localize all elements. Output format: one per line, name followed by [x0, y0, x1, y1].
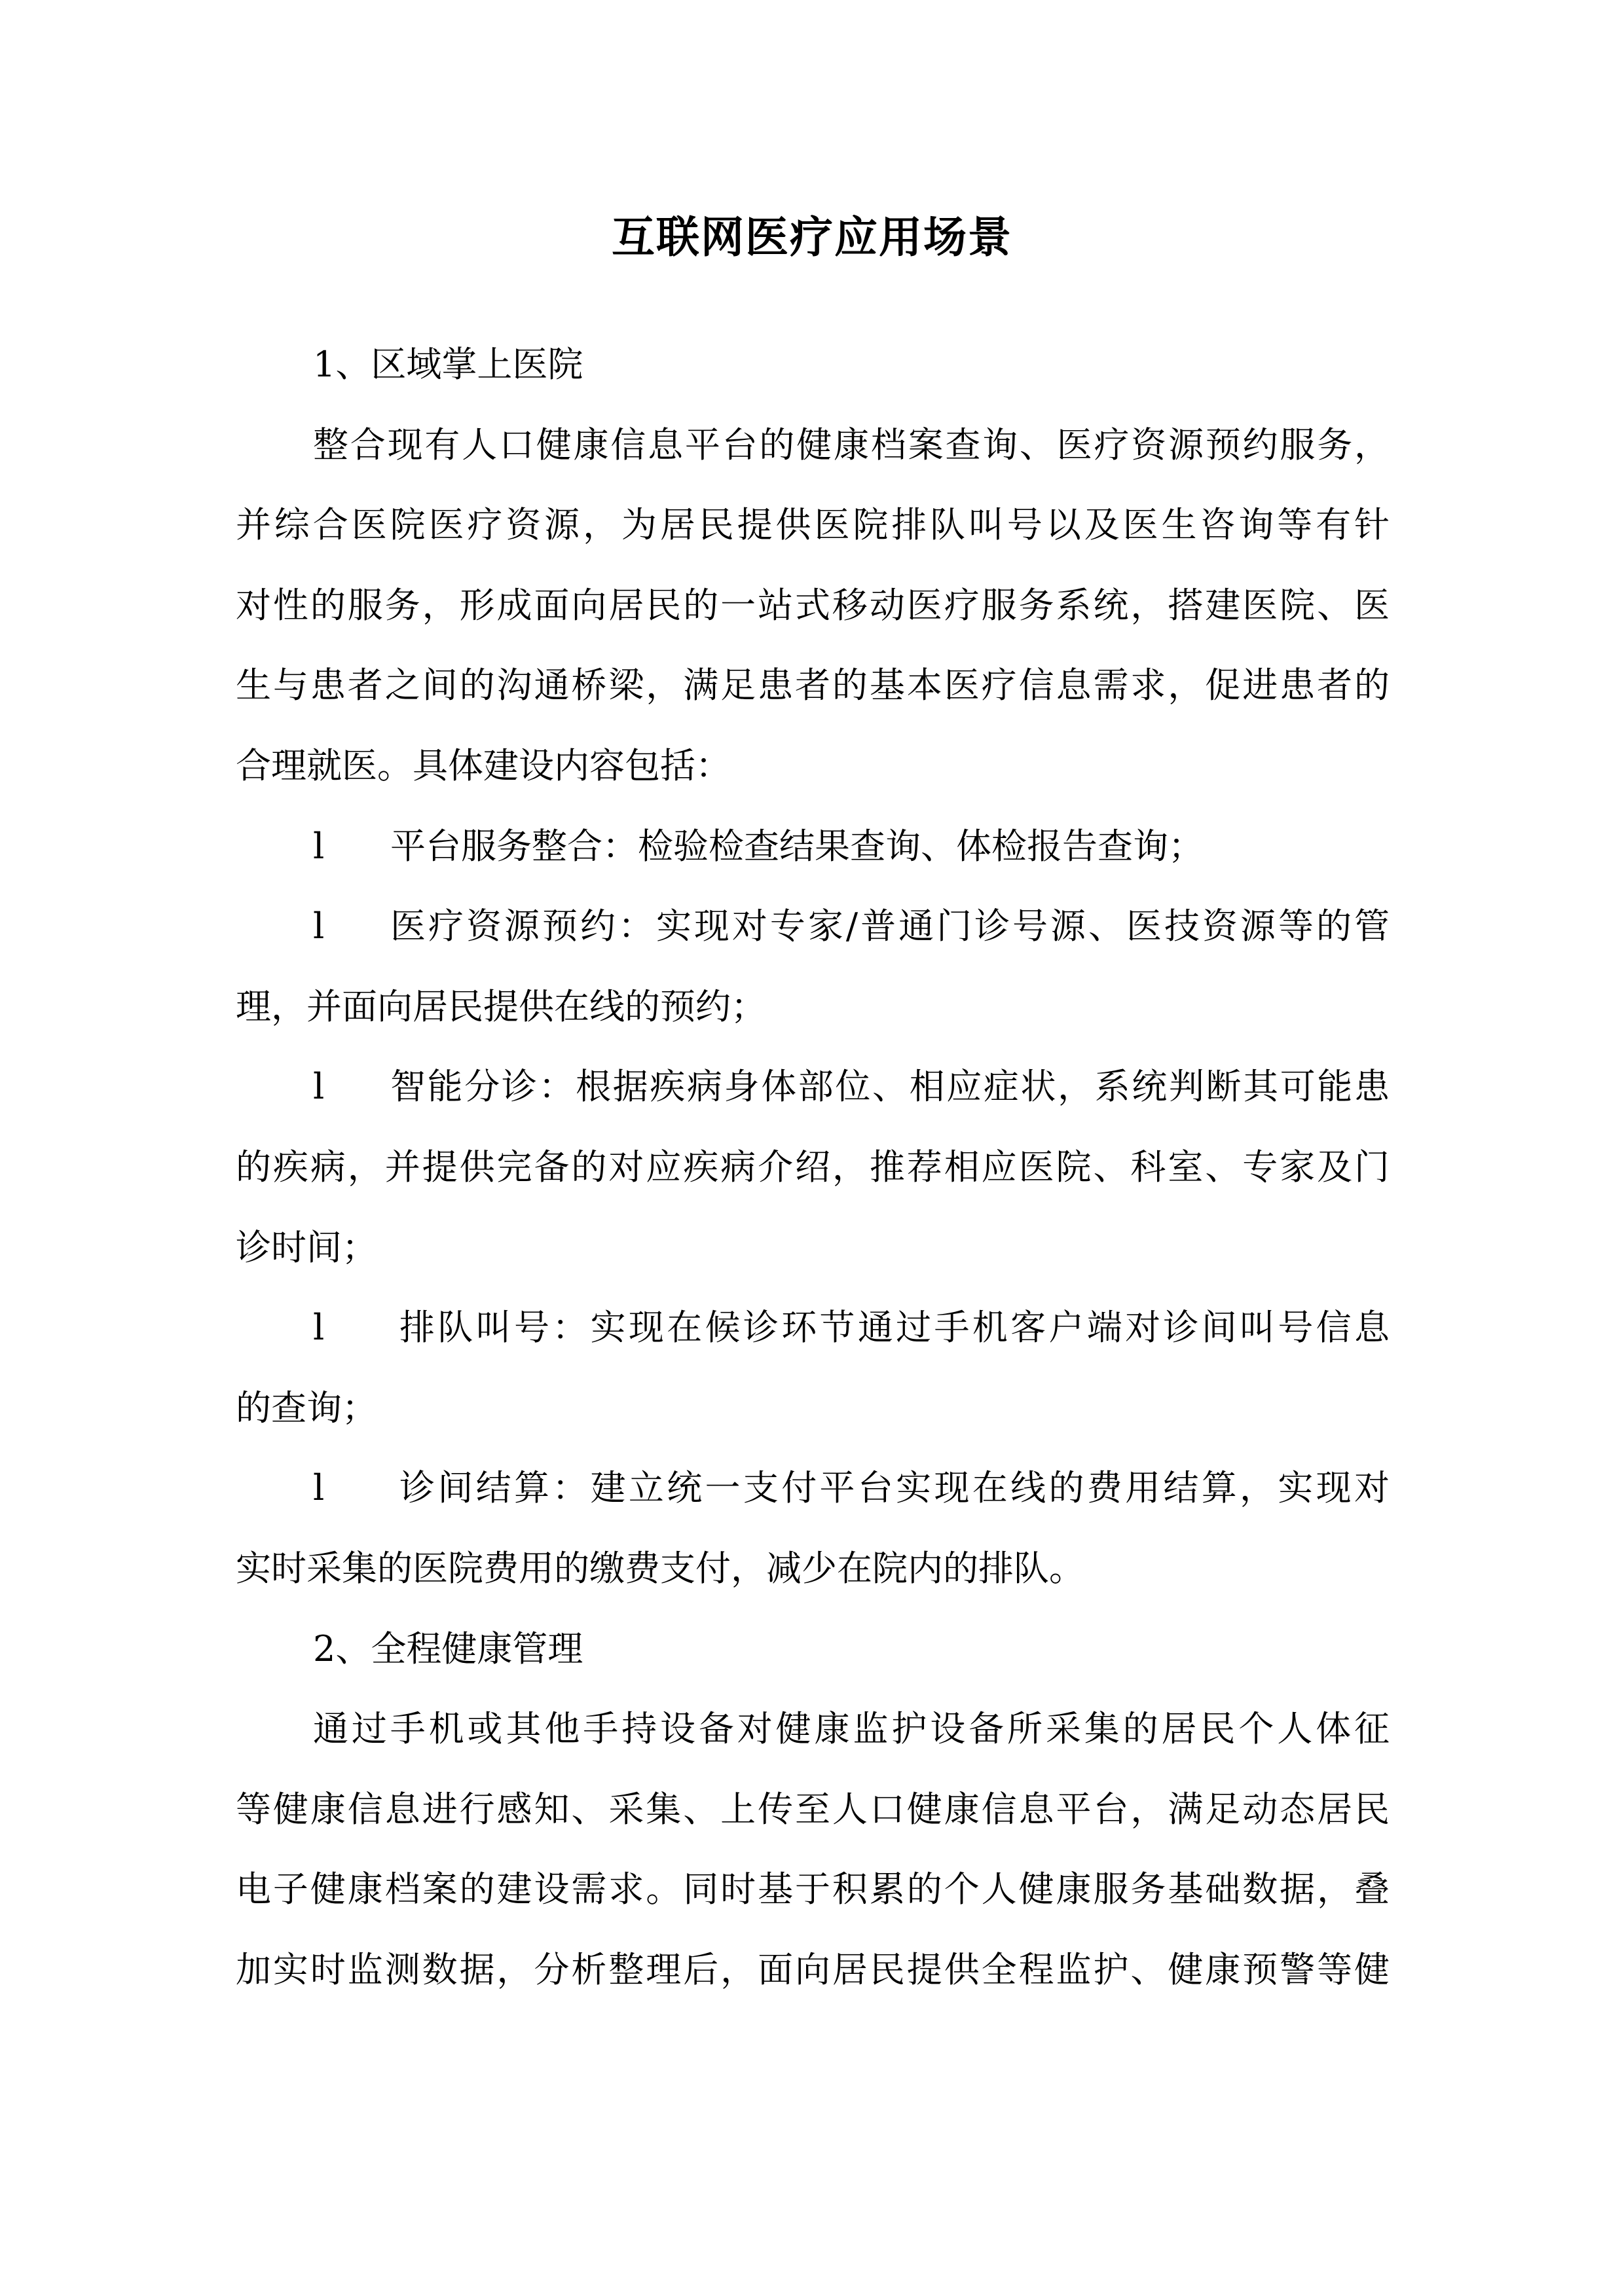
paragraph-line: 整合现有人口健康信息平台的健康档案查询、医疗资源预约服务， — [313, 424, 1390, 465]
bullet-item — [236, 1298, 1390, 1379]
bullet-item — [236, 817, 1390, 898]
bullet-text: 诊间结算：建立统一支付平台实现在线的费用结算，实现对 — [399, 1467, 1390, 1509]
bullet-continuation: 理，并面向居民提供在线的预约； — [236, 985, 766, 1027]
bullet-marker: l — [313, 825, 325, 867]
bullet-continuation: 的疾病，并提供完备的对应疾病介绍，推荐相应医院、科室、专家及门 — [236, 1146, 1390, 1188]
paragraph-line: 生与患者之间的沟通桥梁，满足患者的基本医疗信息需求，促进患者的 — [236, 665, 1390, 706]
document-body — [236, 335, 1390, 2020]
bullet-text: 排队叫号：实现在候诊环节通过手机客户端对诊间叫号信息 — [399, 1307, 1390, 1349]
bullet-text: 医疗资源预约：实现对专家/普通门诊号源、医技资源等的管 — [390, 905, 1390, 947]
section-heading: 1、区域掌上医院 — [313, 344, 583, 385]
bullet-text: 平台服务整合：检验检查结果查询、体检报告查询； — [390, 825, 1204, 867]
bullet-marker: l — [313, 905, 325, 947]
section-heading: 2、全程健康管理 — [313, 1628, 583, 1669]
bullet-text: 智能分诊：根据疾病身体部位、相应症状，系统判断其可能患 — [390, 1066, 1390, 1108]
bullet-item — [236, 897, 1390, 977]
paragraph-line: 对性的服务，形成面向居民的一站式移动医疗服务系统，搭建医院、医 — [236, 584, 1390, 626]
bullet-continuation: 的查询； — [236, 1387, 377, 1429]
bullet-item — [236, 1057, 1390, 1138]
bullet-item — [236, 1459, 1390, 1539]
document-title: 互联网医疗应用场景 — [612, 212, 1012, 263]
bullet-marker: l — [313, 1467, 325, 1509]
bullet-marker: l — [313, 1307, 325, 1349]
paragraph-line: 加实时监测数据，分析整理后，面向居民提供全程监护、健康预警等健 — [236, 1948, 1390, 1990]
bullet-continuation: 实时采集的医院费用的缴费支付，减少在院内的排队。 — [236, 1547, 1084, 1589]
paragraph-line: 通过手机或其他手持设备对健康监护设备所采集的居民个人体征 — [313, 1708, 1390, 1750]
bullet-marker: l — [313, 1066, 325, 1108]
paragraph-line: 等健康信息进行感知、采集、上传至人口健康信息平台，满足动态居民 — [236, 1788, 1390, 1830]
paragraph-line: 电子健康档案的建设需求。同时基于积累的个人健康服务基础数据，叠 — [236, 1868, 1390, 1910]
paragraph-line: 并综合医院医疗资源，为居民提供医院排队叫号以及医生咨询等有针 — [236, 504, 1390, 546]
paragraph-line: 合理就医。具体建设内容包括： — [236, 744, 731, 786]
bullet-continuation: 诊时间； — [236, 1226, 377, 1268]
